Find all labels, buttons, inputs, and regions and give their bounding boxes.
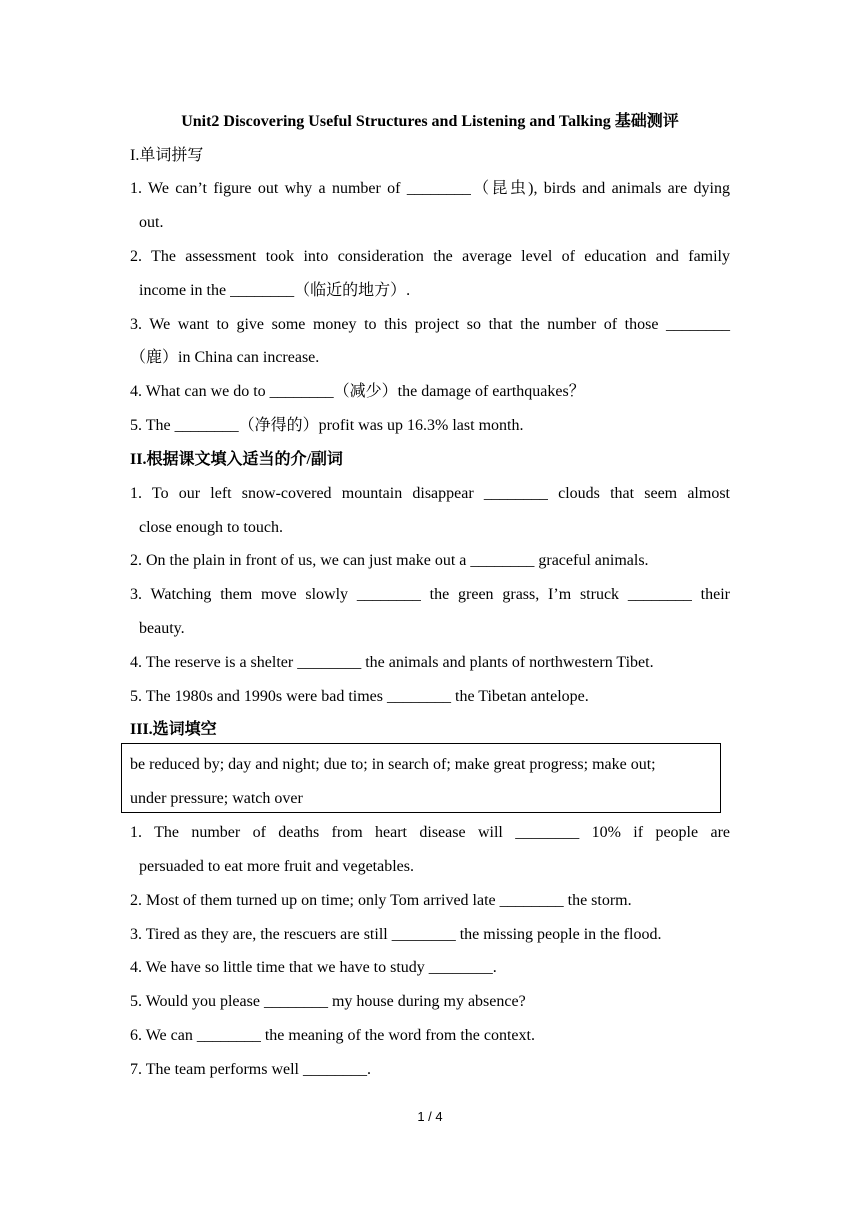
- word-bank-line-1: be reduced by; day and night; due to; in search of; make great progress; make out;: [130, 756, 656, 773]
- section-1-heading: I.单词拼写: [130, 147, 204, 164]
- page-title: Unit2 Discovering Useful Structures and Listening and Talking 基础测评: [181, 113, 679, 130]
- section-1-question-1-cont: out.: [139, 214, 164, 231]
- section-2-question-2: 2. On the plain in front of us, we can just make out a ________ graceful animals.: [130, 552, 649, 569]
- section-2-question-1: 1. To our left snow-covered mountain disappear ________ clouds that seem almost: [130, 485, 730, 502]
- section-3-question-1: 1. The number of deaths from heart disease will ________ 10% if people are: [130, 824, 730, 841]
- section-3-question-2: 2. Most of them turned up on time; only Tom arrived late ________ the storm.: [130, 892, 632, 909]
- section-2-question-3: 3. Watching them move slowly ________ the green grass, I’m struck ________ their: [130, 586, 730, 603]
- section-2-question-3-cont: beauty.: [139, 620, 185, 637]
- section-2-question-1-cont: close enough to touch.: [139, 519, 283, 536]
- section-1-question-3: 3. We want to give some money to this project so that the number of those ________: [130, 316, 730, 333]
- section-3-question-6: 6. We can ________ the meaning of the word from the context.: [130, 1027, 535, 1044]
- page-number: 1 / 4: [417, 1109, 443, 1124]
- section-1-question-4: 4. What can we do to ________（减少）the damage of earthquakes？: [130, 383, 585, 400]
- section-3-question-3: 3. Tired as they are, the rescuers are still ________ the missing people in the flood.: [130, 926, 662, 943]
- section-3-question-7: 7. The team performs well ________.: [130, 1061, 371, 1078]
- section-3-question-4: 4. We have so little time that we have to study ________.: [130, 959, 497, 976]
- section-3-question-1-cont: persuaded to eat more fruit and vegetables.: [139, 858, 414, 875]
- section-2-heading: II.根据课文填入适当的介/副词: [130, 451, 343, 468]
- section-2-question-4: 4. The reserve is a shelter ________ the animals and plants of northwestern Tibet.: [130, 654, 654, 671]
- section-1-question-1: 1. We can’t figure out why a number of ________（昆虫), birds and animals are dying: [130, 180, 730, 197]
- section-2-question-5: 5. The 1980s and 1990s were bad times ________ the Tibetan antelope.: [130, 688, 589, 705]
- section-1-question-2-cont: income in the ________（临近的地方）.: [139, 282, 411, 299]
- section-3-question-5: 5. Would you please ________ my house during my absence?: [130, 993, 526, 1010]
- word-bank-line-2: under pressure; watch over: [130, 790, 303, 807]
- section-3-heading: III.选词填空: [130, 721, 217, 738]
- section-1-question-2: 2. The assessment took into consideration the average level of education and family: [130, 248, 730, 265]
- section-1-question-3-cont: （鹿）in China can increase.: [130, 349, 320, 366]
- word-bank-box: [121, 743, 721, 813]
- section-1-question-5: 5. The ________（净得的）profit was up 16.3% last month.: [130, 417, 524, 434]
